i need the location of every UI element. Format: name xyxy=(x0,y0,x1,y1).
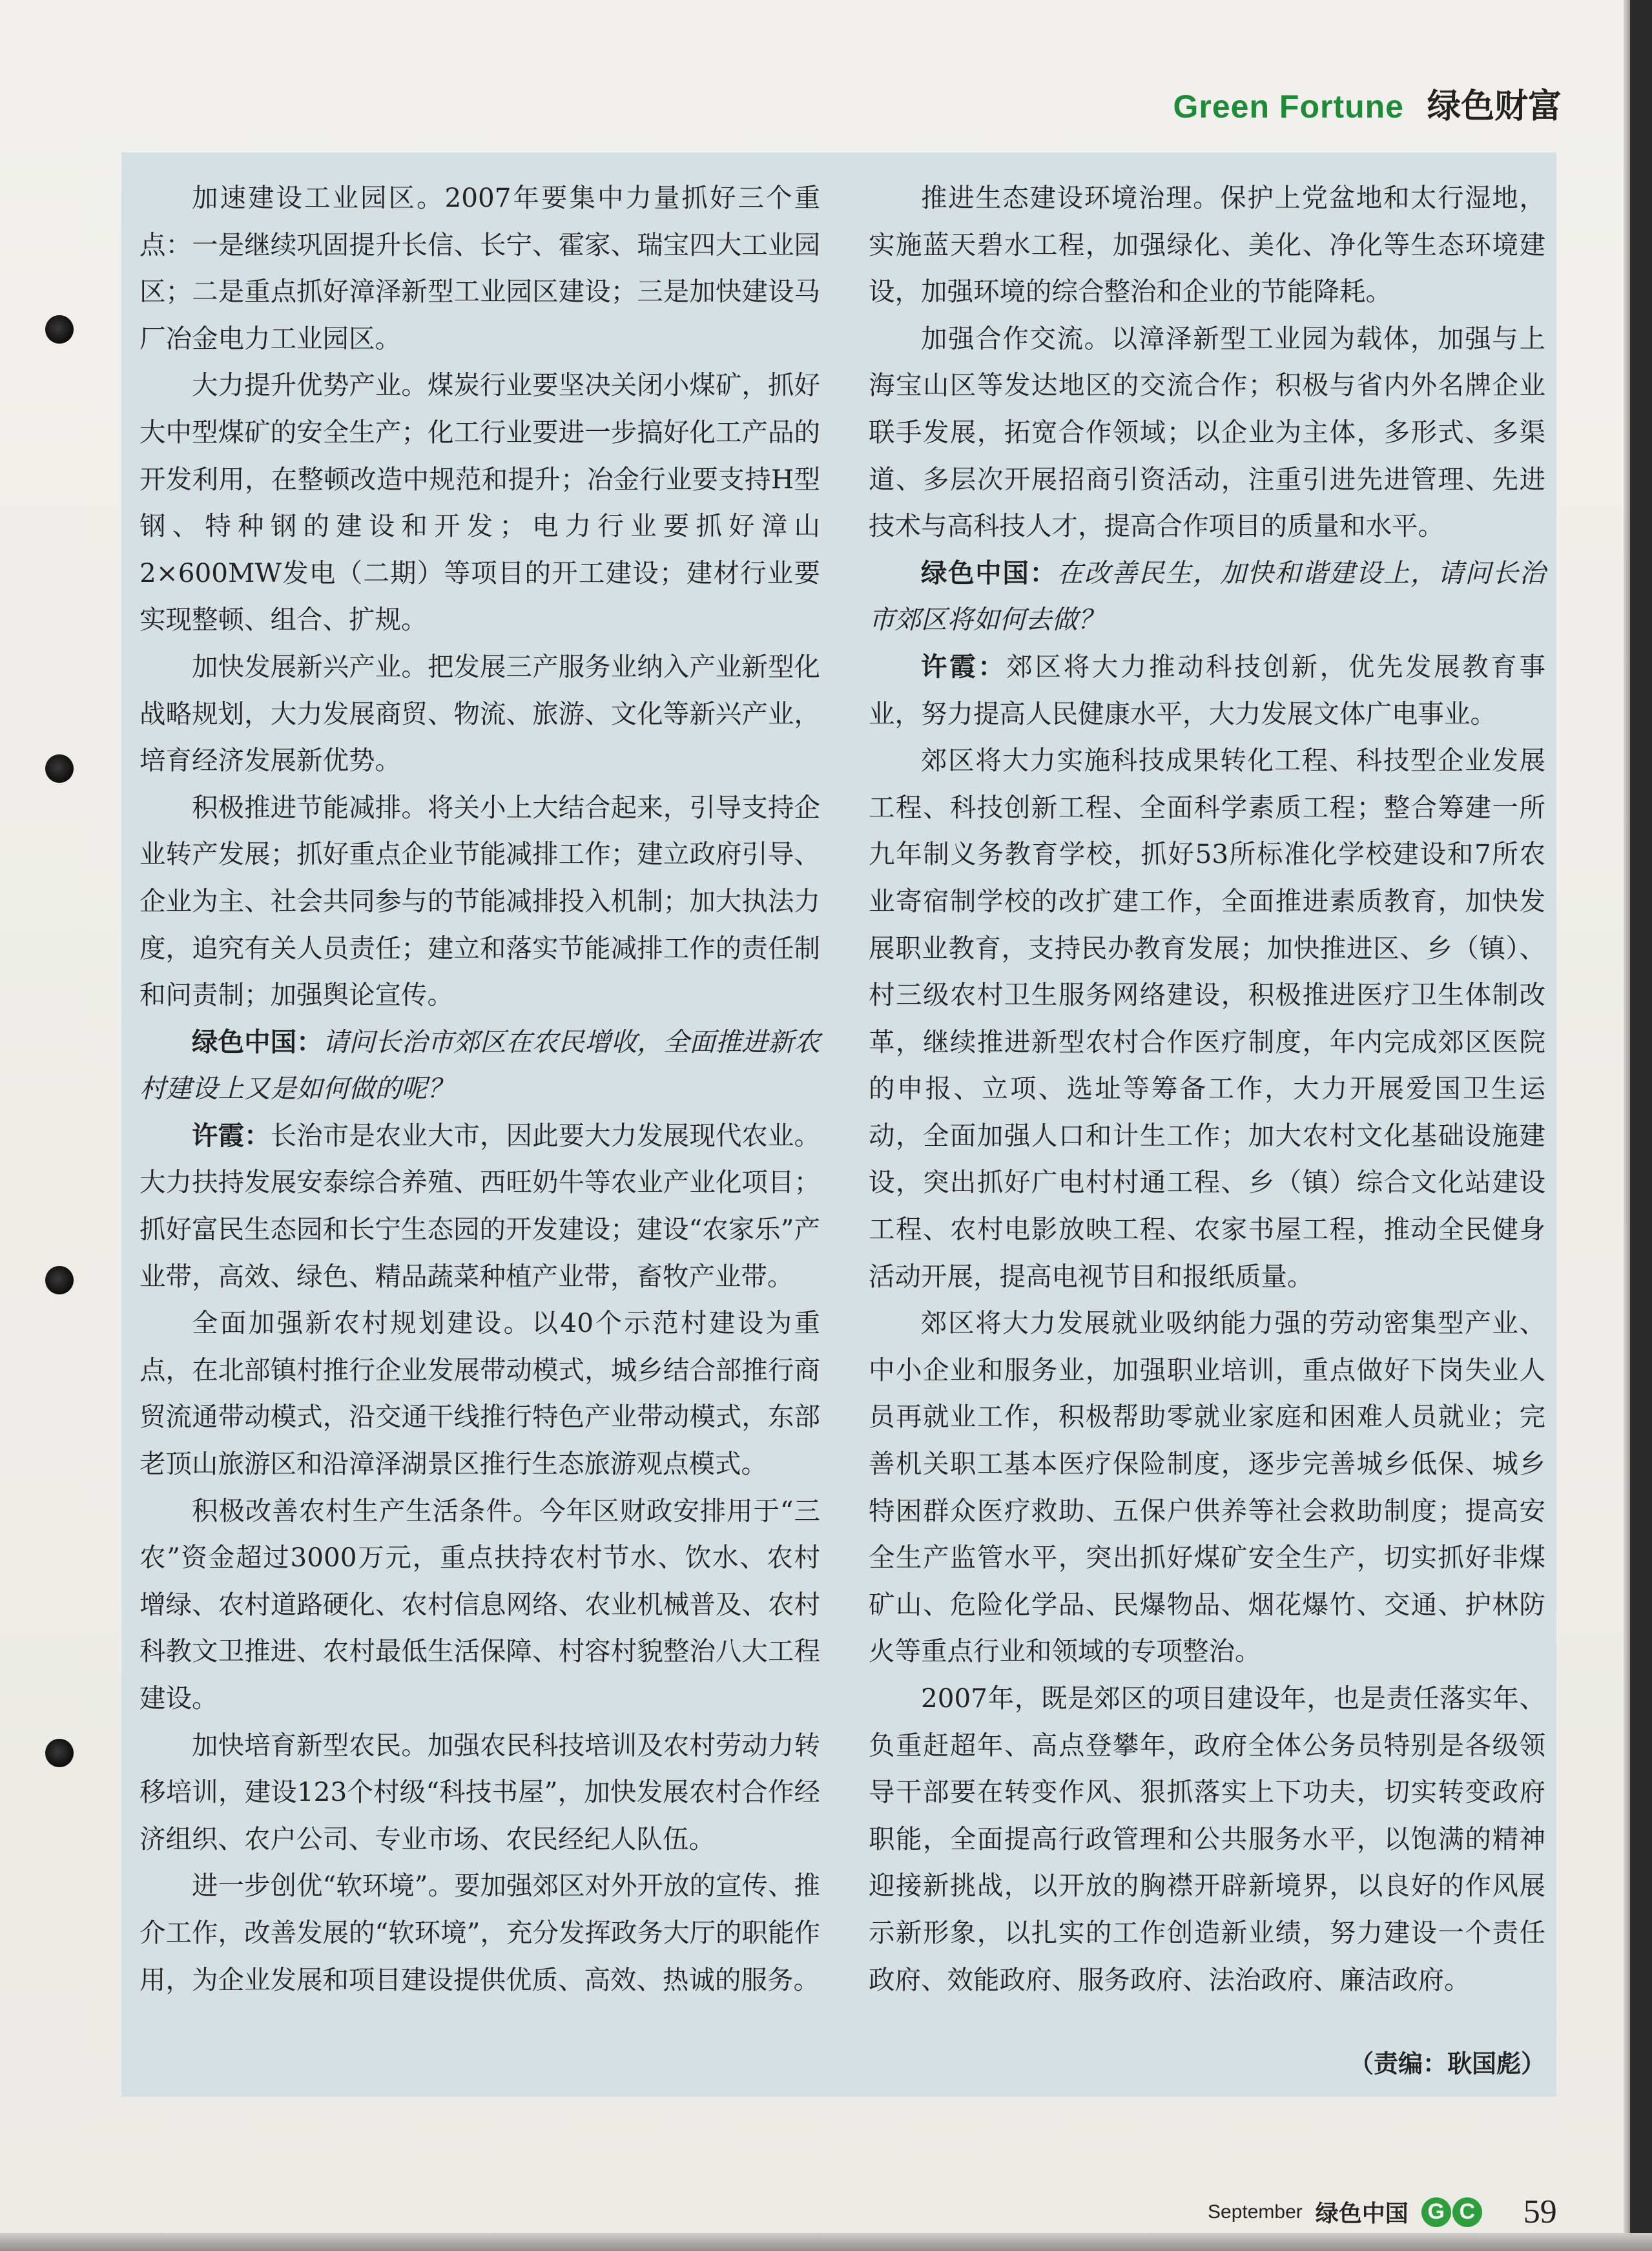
footer-magazine-name: 绿色中国 xyxy=(1315,2201,1409,2227)
interviewer-label: 绿色中国： xyxy=(921,557,1057,588)
page-edge-shadow xyxy=(1624,0,1630,2251)
paragraph: 加快发展新兴产业。把发展三产服务业纳入产业新型化战略规划，大力发展商贸、物流、旅游、文化等新兴产业，培育经济发展新优势。 xyxy=(139,650,820,776)
paragraph: 郊区将大力实施科技成果转化工程、科技型企业发展工程、科技创新工程、全面科学素质工程；整合筹建一所九年制义务教育学校，抓好53所标准化学校建设和7所农业寄宿制学校的改扩建工作，全面推进素质教育，加快发展职业教育，支持民办教育发展；加快推进区、乡（镇）、村三级农村卫生服务网络建设，积极推进医疗卫生体制改革，继续推进新型农村合作医疗制度，年内完成郊区医院的申报、立项、选址等筹备工作，大力开展爱国卫生运动，全面加强人口和计生工作；加大农村文化基础设施建设，突出抓好广电村村通工程、乡（镇）综合文化站建设工程、农村电影放映工程、农家书屋工程，推动全民健身活动开展，提高电视节目和报纸质量。 xyxy=(869,745,1545,1292)
logo-letter: G xyxy=(1421,2197,1451,2227)
magazine-logo-icon xyxy=(1421,2197,1482,2227)
editor-credit: （责编：耿国彪） xyxy=(1348,2049,1545,2079)
paragraph: 郊区将大力发展就业吸纳能力强的劳动密集型产业、中小企业和服务业，加强职业培训，重点做好下岗失业人员再就业工作，积极帮助零就业家庭和困难人员就业；完善机关职工基本医疗保险制度，逐步完善城乡低保、城乡特困群众医疗救助、五保户供养等社会救助制度；提高安全生产监管水平，突出抓好煤矿安全生产，切实抓好非煤矿山、危险化学品、民爆物品、烟花爆竹、交通、护林防火等重点行业和领域的专项整治。 xyxy=(869,1307,1545,1667)
page-header xyxy=(1173,79,1562,127)
scan-border-bottom xyxy=(0,2233,1652,2251)
scan-border-right xyxy=(1630,0,1652,2251)
paragraph: 积极推进节能减排。将关小上大结合起来，引导支持企业转产发展；抓好重点企业节能减排工作；建立政府引导、企业为主、社会共同参与的节能减排投入机制；加大执法力度，追究有关人员责任；建立和落实节能减排工作的责任制和问责制；加强舆论宣传。 xyxy=(139,791,820,1011)
binder-hole-2 xyxy=(45,754,74,783)
logo-letter: C xyxy=(1452,2197,1482,2227)
paragraph: 大力提升优势产业。煤炭行业要坚决关闭小煤矿，抓好大中型煤矿的安全生产；化工行业要进一步搞好化工产品的开发利用，在整顿改造中规范和提升；冶金行业要支持H型钢、特种钢的建设和开发；电力行业要抓好漳山2×600MW发电（二期）等项目的开工建设；建材行业要实现整顿、组合、扩规。 xyxy=(139,369,820,636)
binder-hole-4 xyxy=(45,1739,74,1767)
binder-hole-3 xyxy=(45,1266,74,1294)
paragraph: 全面加强新农村规划建设。以40个示范村建设为重点，在北部镇村推行企业发展带动模式，城乡结合部推行商贸流通带动模式，沿交通干线推行特色产业带动模式，东部老顶山旅游区和沿漳泽湖景区推行生态旅游观点模式。 xyxy=(139,1307,820,1480)
interview-question xyxy=(139,1019,820,1112)
paragraph: 推进生态建设环境治理。保护上党盆地和太行湿地，实施蓝天碧水工程，加强绿化、美化、净化等生态环境建设，加强环境的综合整治和企业的节能降耗。 xyxy=(869,182,1545,307)
paragraph: 加强合作交流。以漳泽新型工业园为载体，加强与上海宝山区等发达地区的交流合作；积极与省内外名牌企业联手发展，拓宽合作领域；以企业为主体，多形式、多渠道、多层次开展招商引资活动，注重引进先进管理、先进技术与高科技人才，提高合作项目的质量和水平。 xyxy=(869,322,1545,542)
paragraph: 加速建设工业园区。2007年要集中力量抓好三个重点：一是继续巩固提升长信、长宁、霍家、瑞宝四大工业园区；二是重点抓好漳泽新型工业园区建设；三是加快建设马厂冶金电力工业园区。 xyxy=(139,182,820,354)
footer-month: September xyxy=(1208,2201,1303,2223)
question-text: 请问长治市郊区在农民增收，全面推进新农村建设上又是如何做的呢？ xyxy=(139,1026,820,1105)
question-text: 在改善民生，加快和谐建设上，请问长治市郊区将如何去做？ xyxy=(869,557,1546,636)
interview-answer xyxy=(139,1112,820,1300)
paragraph: 积极改善农村生产生活条件。今年区财政安排用于“三农”资金超过3000万元，重点扶持农村节水、饮水、农村增绿、农村道路硬化、农村信息网络、农业机械普及、农村科教文卫推进、农村最低生活保障、村容村貌整治八大工程建设。 xyxy=(139,1495,820,1714)
article-left-column xyxy=(139,174,820,2003)
interviewee-label: 许霞： xyxy=(192,1119,271,1151)
answer-text: 长治市是农业大市，因此要大力发展现代农业。大力扶持发展安泰综合养殖、西旺奶牛等农业产业化项目；抓好富民生态园和长宁生态园的开发建设；建设“农家乐”产业带，高效、绿色、精品蔬菜种植产业带，畜牧产业带。 xyxy=(139,1119,821,1292)
paragraph: 加快培育新型农民。加强农民科技培训及农村劳动力转移培训，建设123个村级“科技书屋”，加快发展农村合作经济组织、农户公司、专业市场、农民经纪人队伍。 xyxy=(139,1729,820,1854)
binder-hole-1 xyxy=(45,315,74,344)
paragraph: 2007年，既是郊区的项目建设年，也是责任落实年、负重赶超年、高点登攀年，政府全体公务员特别是各级领导干部要在转变作风、狠抓落实上下功夫，切实转变政府职能，全面提高行政管理和公共服务水平，以饱满的精神迎接新挑战，以开放的胸襟开辟新境界，以良好的作风展示新形象，以扎实的工作创造新业绩，努力建设一个责任政府、效能政府、服务政府、法治政府、廉洁政府。 xyxy=(869,1683,1545,1995)
interviewee-label: 许霞： xyxy=(921,650,1007,682)
article-right-column xyxy=(869,174,1545,2088)
page-footer xyxy=(1208,2193,1557,2231)
section-title-cn: 绿色财富 xyxy=(1427,87,1562,126)
paragraph: 进一步创优“软环境”。要加强郊区对外开放的宣传、推介工作，改善发展的“软环境”，充分发挥政务大厅的职能作用，为企业发展和项目建设提供优质、高效、热诚的服务。 xyxy=(139,1870,820,1995)
interview-question xyxy=(869,550,1545,643)
interviewer-label: 绿色中国： xyxy=(192,1026,323,1057)
answer-text: 郊区将大力推动科技创新，优先发展教育事业，努力提高人民健康水平，大力发展文体广电事业。 xyxy=(869,650,1546,729)
interview-answer xyxy=(869,643,1545,737)
page-number: 59 xyxy=(1523,2194,1557,2230)
section-title-en: Green Fortune xyxy=(1173,88,1404,125)
